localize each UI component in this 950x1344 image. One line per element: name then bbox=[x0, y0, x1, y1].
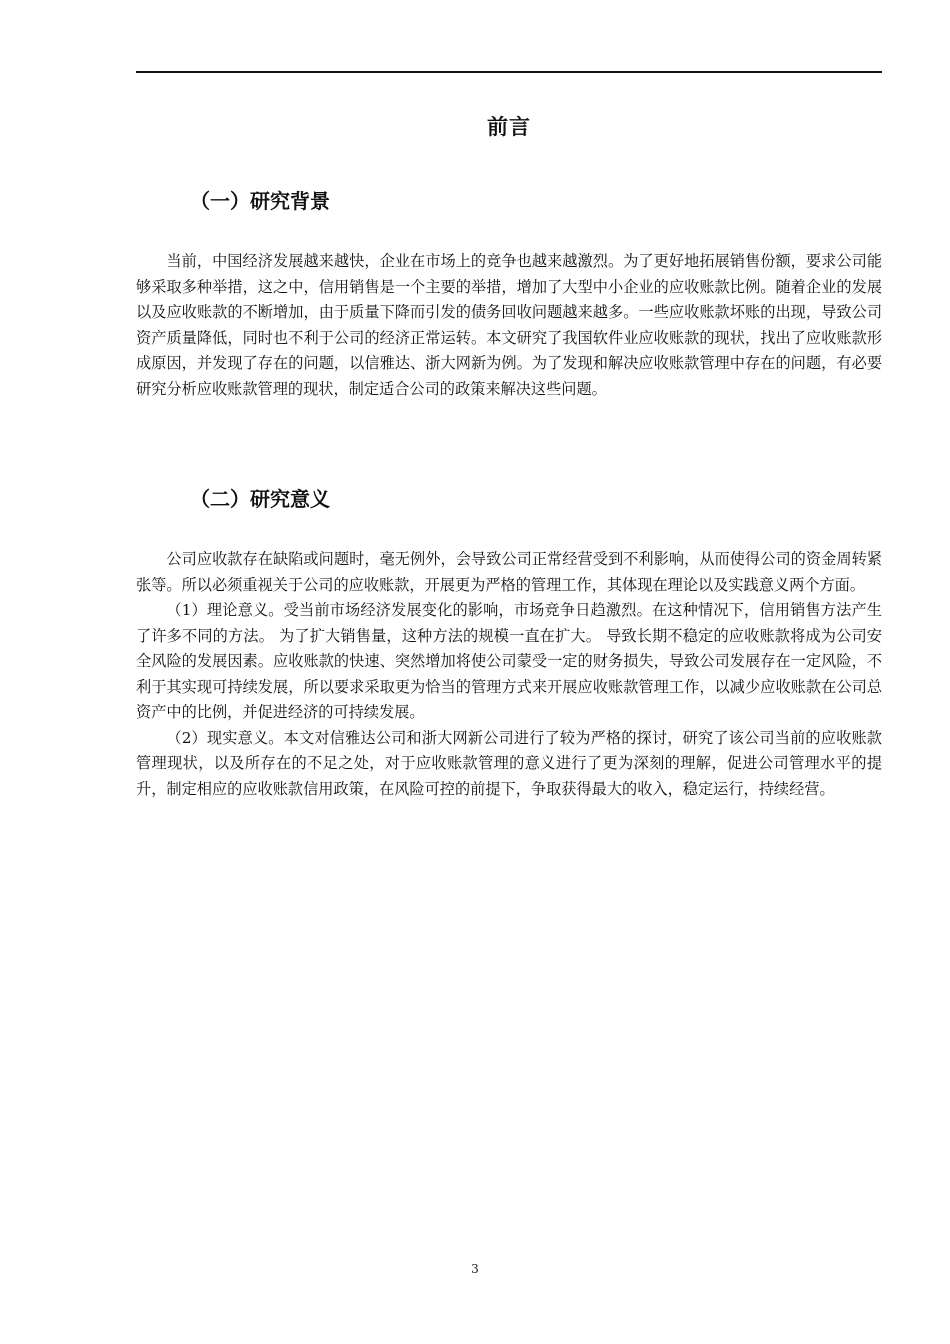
paragraph: （1）理论意义。受当前市场经济发展变化的影响，市场竞争日趋激烈。在这种情况下，信用销售方法产生了许多不同的方法。 为了扩大销售量，这种方法的规模一直在扩大。 导致长期不稳定的应收账款将成为公司安全风险的发展因素。应收账款的快速、突然增加将使公司蒙受一定的财务损失，导致公司发展存在一定风险，不利于其实现可持续发展，所以要求采取更为恰当的管理方式来开展应收账款管理工作，以减少应收账款在公司总资产中的比例，并促进经济的可持续发展。 bbox=[136, 601, 882, 721]
page-title: 前言 bbox=[487, 115, 531, 139]
header-rule bbox=[136, 71, 882, 73]
page-number: 3 bbox=[471, 1262, 479, 1276]
paragraph: 公司应收款存在缺陷或问题时，毫无例外，会导致公司正常经营受到不利影响，从而使得公司的资金周转紧张等。所以必须重视关于公司的应收账款，开展更为严格的管理工作，其体现在理论以及实践意义两个方面。 bbox=[136, 550, 882, 594]
paragraph: （2）现实意义。本文对信雅达公司和浙大网新公司进行了较为严格的探讨，研究了该公司当前的应收账款管理现状，以及所存在的不足之处，对于应收账款管理的意义进行了更为深刻的理解，促进公司管理水平的提升，制定相应的应收账款信用政策，在风险可控的前提下，争取获得最大的收入，稳定运行，持续经营。 bbox=[136, 728, 882, 798]
section-body-significance bbox=[136, 547, 882, 802]
paragraph: 当前，中国经济发展越来越快，企业在市场上的竞争也越来越激烈。为了更好地拓展销售份额，要求公司能够采取多种举措，这之中，信用销售是一个主要的举措，增加了大型中小企业的应收账款比例。随着企业的发展以及应收账款的不断增加，由于质量下降而引发的债务回收问题越来越多。一些应收账款坏账的出现，导致公司资产质量降低，同时也不利于公司的经济正常运转。本文研究了我国软件业应收账款的现状，找出了应收账款形成原因，并发现了存在的问题，以信雅达、浙大网新为例。为了发现和解决应收账款管理中存在的问题，有必要研究分析应收账款管理的现状，制定适合公司的政策来解决这些问题。 bbox=[136, 252, 882, 398]
section-heading-background: （一）研究背景 bbox=[190, 189, 330, 213]
section-body-background bbox=[136, 249, 882, 402]
section-heading-significance: （二）研究意义 bbox=[190, 487, 330, 511]
